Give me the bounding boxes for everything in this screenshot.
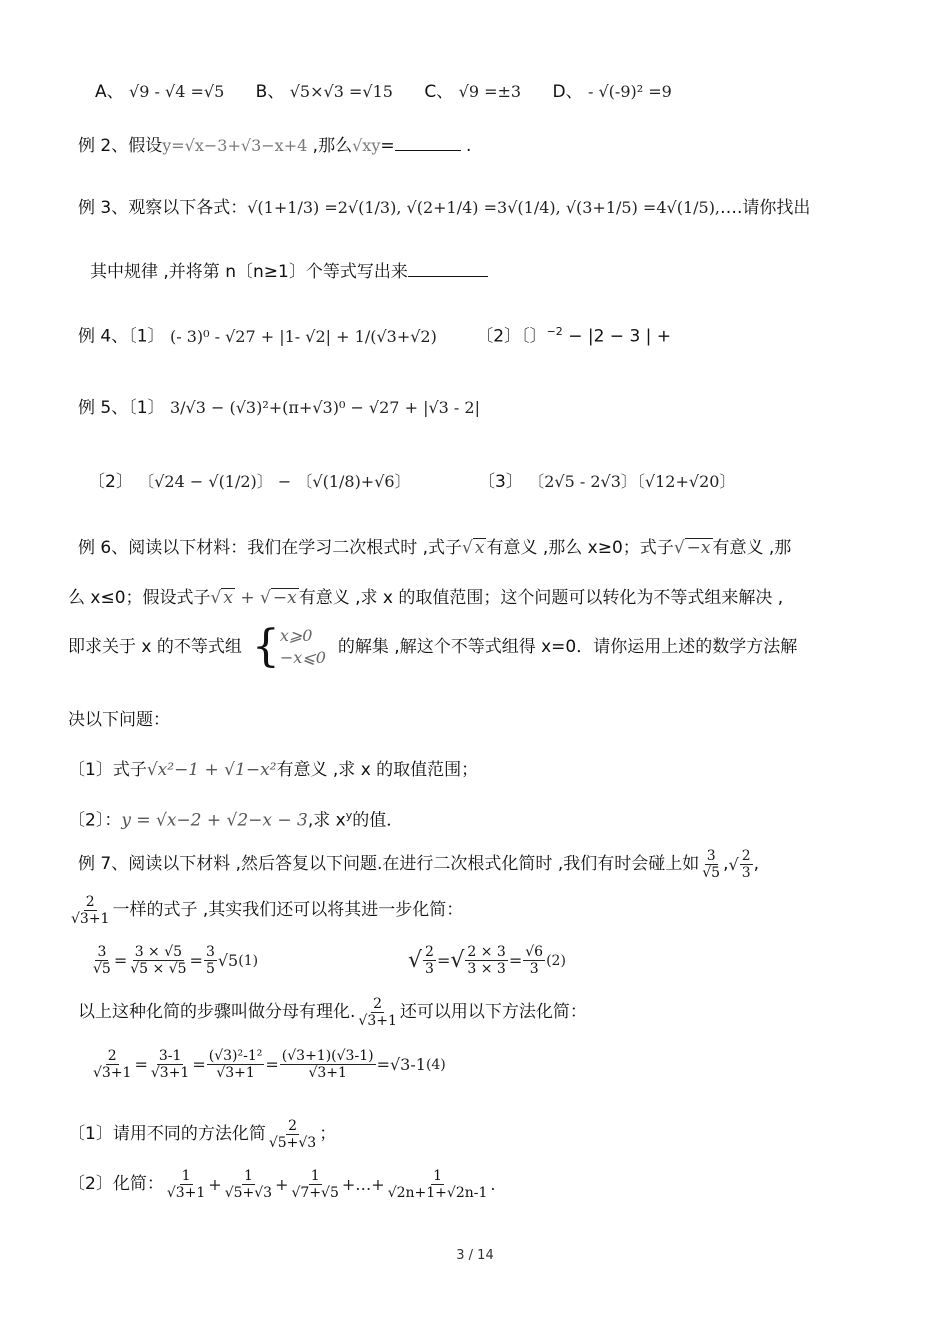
- ex5-p2-expr: 〔√24 − √(1/2)〕 − 〔√(1/8)+√6〕: [138, 472, 411, 491]
- option-a-label: A、: [95, 82, 124, 102]
- ex7-q2-a: 〔2〕化简：: [68, 1174, 164, 1195]
- ex7-line2: 一样的式子 ,其实我们还可以将其进一步化简：: [112, 900, 464, 921]
- ex2-suffix: =: [380, 136, 395, 156]
- option-c-label: C、: [424, 82, 454, 102]
- ex5-expr: 3/√3 − (√3)²+(π+√3)⁰ − √27 + |√3 - 2|: [169, 398, 480, 417]
- example-7-line-2: [68, 894, 463, 927]
- ex5-p2-label: 〔2〕: [88, 472, 133, 492]
- inequality-system: [280, 625, 326, 668]
- example-2: [78, 138, 471, 155]
- ex3-suffix: ….请你找出: [720, 198, 811, 218]
- sqrt-neg-x-expr: √ −x: [673, 538, 711, 558]
- option-d-expr: - √(-9)² =9: [587, 82, 672, 101]
- ex2-expr2: √xy: [352, 136, 381, 155]
- ex4-part2-sup: −2: [546, 325, 563, 338]
- ex4-prefix: 例 4、〔1〕: [78, 326, 165, 347]
- ex6-line1-c: 有意义 ,那: [712, 538, 792, 558]
- ex6-q2-sup: y: [345, 809, 353, 822]
- option-c-expr: √9 =±3: [458, 82, 522, 101]
- ex2-answer-blank[interactable]: [395, 150, 461, 151]
- ex6-line3-a: 即求关于 x 的不等式组: [68, 636, 242, 657]
- eq1-tag: (1): [238, 952, 259, 969]
- ex7-line3-a: 以上这种化简的步骤叫做分母有理化.: [78, 1002, 356, 1023]
- example-7-line-1: 例 7、阅读以下材料 ,然后答复以下问题.在进行二次根式化简时 ,我们有时会碰上如 $\frac{3}{√5}$ , √ $\frac{2}{3}$ ,: [78, 848, 760, 882]
- equation-1: $\frac{3}{√5}$ = $\frac{3 \times √5}{√5 \times √5}$ = $\frac{3}{5}$ √5 (1): [93, 944, 259, 978]
- example-7-line-3: 以上这种化简的步骤叫做分母有理化. $\frac{2}{√3+1}$ 还可以用以下方法化简：: [78, 996, 587, 1030]
- option-a-expr: √9 - √4 =√5: [129, 82, 225, 101]
- sqrt-x-expr: √ x: [462, 538, 485, 558]
- example-5-parts: [88, 474, 735, 491]
- frac-2-over-sqrt3-plus1: $\frac{2}{√3+1}$: [71, 894, 110, 928]
- option-b-expr: √5×√3 =√15: [289, 82, 393, 101]
- ex6-line1-b: 有意义 ,那么 x≥0；式子: [486, 538, 674, 558]
- ex4-expr: (- 3)⁰ - √27 + |1- √2| + 1/(√3+√2): [169, 326, 437, 346]
- ex6-q1-a: 〔1〕式子: [68, 760, 147, 780]
- example-3-line-2: [90, 264, 488, 281]
- ex4-part2: 〔2〕〔〕: [476, 326, 547, 347]
- ex7-q1-a: 〔1〕请用不同的方法化简: [68, 1124, 266, 1145]
- ex6-line2-a: 么 x≤0；假设式子: [68, 588, 211, 608]
- ex3-expr: √(1+1/3) =2√(1/3), √(2+1/4) =3√(1/4), √(3+1/5) =4√(1/5),: [247, 198, 721, 217]
- ex2-expr: y=√x−3+√3−x+4: [162, 136, 308, 155]
- ex2-prefix: 例 2、假设: [78, 136, 163, 156]
- ex2-middle: ,那么: [307, 136, 353, 156]
- example-6-q2: [68, 810, 403, 830]
- ex4-part2-rest: − |2 − 3 | +: [562, 326, 672, 347]
- ex3-line2: 其中规律 ,并将第 n〔n≥1〕个等式写出来: [90, 262, 408, 282]
- options-row: [95, 84, 672, 101]
- example-6-line-1: [78, 538, 791, 559]
- ex6-q2-expr: y = √x−2 + √2−x − 3: [121, 810, 308, 831]
- ex5-p3-label: 〔3〕: [478, 472, 523, 492]
- ex7-q2-dots: +…+: [341, 1174, 385, 1194]
- example-6-line-3: [68, 621, 798, 672]
- ex6-q2-a: 〔2〕：: [68, 810, 122, 831]
- ex6-line3-b: 的解集 ,解这个不等式组得 x=0．请你运用上述的数学方法解: [337, 636, 798, 657]
- ex6-q2-c: 的值．: [352, 810, 404, 831]
- example-6-q1: [68, 762, 478, 779]
- ex6-q1-expr: √x²−1 + √1−x²: [146, 760, 277, 780]
- option-b-label: B、: [255, 82, 285, 102]
- example-3: [78, 200, 810, 217]
- frac-3-over-sqrt5: $\frac{3}{√5}$: [702, 848, 721, 882]
- option-d-label: D、: [552, 82, 583, 102]
- eq4-tag: (4): [425, 1056, 446, 1073]
- example-6-line-4: [68, 712, 170, 729]
- example-4: [78, 326, 671, 346]
- equation-2: √ $\frac{2}{3}$ = √ $\frac{2 \times 3}{3 \times 3}$ = $\frac{√6}{3}$ (2): [408, 944, 566, 978]
- example-7-q2: 〔2〕化简： $\frac{1}{√3+1}$ + $\frac{1}{√5+√3}$ + $\frac{1}{√7+√5}$ +…+ $\frac{1}{√2n+1+√2n-1}$ .: [68, 1168, 496, 1202]
- example-5: [78, 400, 480, 417]
- ex6-line4: 决以下问题：: [68, 710, 170, 730]
- example-6-line-2: [68, 588, 783, 609]
- ex7-line3-b: 还可以用以下方法化简：: [399, 1002, 587, 1023]
- inequality-1: x⩾0: [279, 626, 313, 646]
- ex3-answer-blank[interactable]: [408, 276, 488, 277]
- ex7-line1: 例 7、阅读以下材料 ,然后答复以下问题.在进行二次根式化简时 ,我们有时会碰上如: [78, 854, 700, 875]
- ex7-q2-end: .: [490, 1174, 496, 1194]
- ex2-end: .: [460, 136, 472, 156]
- ex5-prefix: 例 5、〔1〕: [78, 398, 165, 418]
- ex6-line2-b: 有意义 ,求 x 的取值范围；这个问题可以转化为不等式组来解决 ,: [298, 588, 784, 608]
- ex6-line1-a: 例 6、阅读以下材料：我们在学习二次根式时 ,式子: [78, 538, 463, 558]
- page-number: 3 / 14: [456, 1248, 494, 1263]
- sqrt-2-over-3: √ $\frac{2}{3}$: [728, 848, 751, 882]
- ex3-prefix: 例 3、观察以下各式：: [78, 198, 248, 218]
- eq2-tag: (2): [546, 952, 566, 969]
- ex6-q1-b: 有意义 ,求 x 的取值范围；: [276, 760, 479, 780]
- ex7-q1-b: ；: [319, 1124, 337, 1145]
- sqrt-sum-expr: √ x + √ −x: [210, 588, 297, 608]
- inequality-2: −x⩽0: [279, 648, 326, 667]
- equation-4: $\frac{2}{√3+1}$ = $\frac{3-1}{√3+1}$ = $\frac{\text{(√3)²-1²}}{√3+1}$ = $\frac{(√3+1)(√3-1)}{√3+1}$ =√3-1 (4): [93, 1048, 446, 1082]
- system-brace: {: [251, 621, 280, 672]
- ex6-q2-b: ,求 x: [307, 810, 346, 831]
- example-7-q1: 〔1〕请用不同的方法化简 $\frac{2}{√5+√3}$ ；: [68, 1118, 337, 1152]
- ex5-p3-expr: 〔2√5 - 2√3〕〔√12+√20〕: [528, 472, 736, 491]
